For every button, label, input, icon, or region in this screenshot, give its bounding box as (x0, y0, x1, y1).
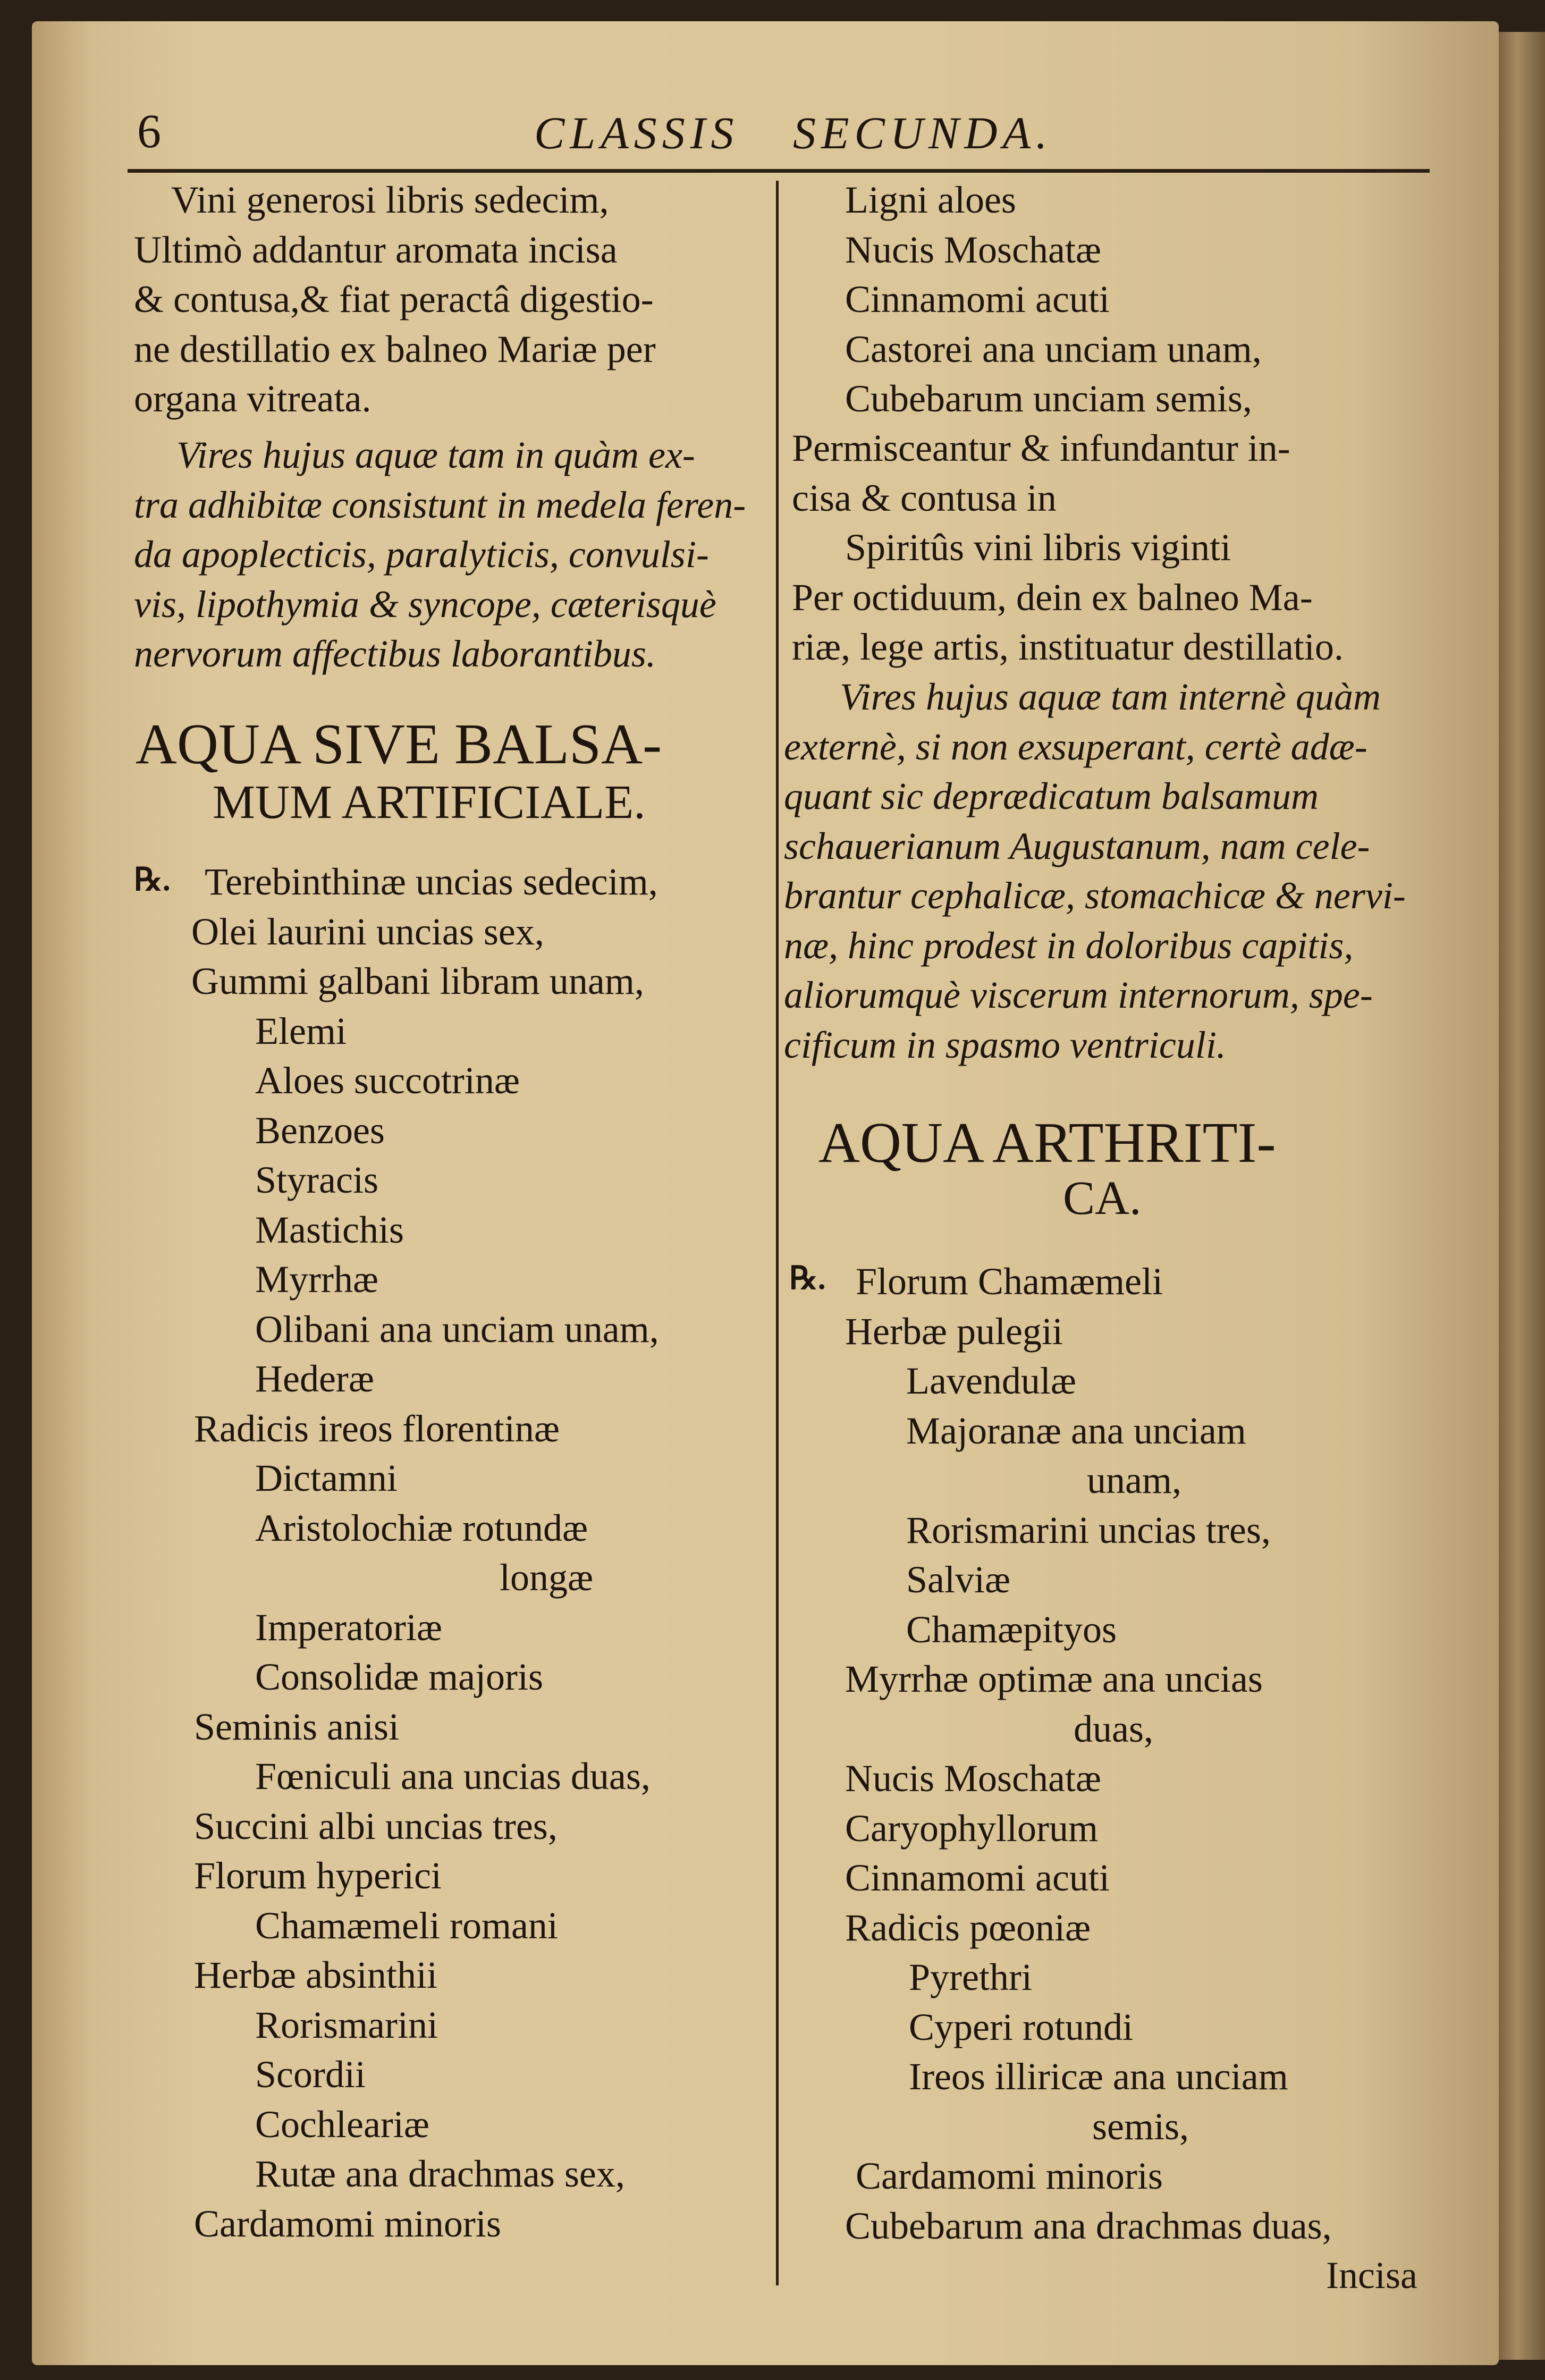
text-line: Spiritûs vini libris viginti (845, 526, 1231, 569)
page-number: 6 (137, 105, 161, 158)
ingredient-line: unam, (1087, 1459, 1181, 1501)
ingredient-line: Rorismarini uncias tres, (906, 1508, 1271, 1551)
text-line: Vires hujus aquæ tam in quàm ex- (176, 434, 695, 476)
ingredient-line: Radicis ireos florentinæ (194, 1407, 560, 1450)
ingredient-line: Nucis Moschatæ (845, 228, 1101, 271)
recipe-symbol: ℞. (134, 862, 171, 897)
ingredient-line: Cubebarum unciam semis, (845, 377, 1252, 420)
header-rule (128, 169, 1430, 173)
catchword: Incisa (1326, 2254, 1417, 2297)
text-line: organa vitreata. (134, 377, 372, 420)
text-line: vis, lipothymia & syncope, cæterisquè (134, 583, 716, 626)
text-line: brantur cephalicæ, stomachicæ & nervi- (784, 874, 1406, 917)
ingredient-line: Cardamomi minoris (194, 2202, 501, 2245)
text-line: Vires hujus aquæ tam internè quàm (840, 676, 1381, 718)
right-vires (784, 672, 1406, 1070)
ingredient-line: Cochleariæ (255, 2103, 429, 2146)
text-line: ne destillatio ex balneo Mariæ per (134, 327, 656, 370)
heading-line: AQUA SIVE BALSA- (136, 713, 662, 776)
ingredient-line: Scordii (255, 2053, 366, 2096)
text-line: Vini generosi libris sedecim, (171, 179, 609, 221)
text-line: quant sic deprædicatum balsamum (784, 775, 1319, 817)
ingredient-line: Radicis pœoniæ (845, 1906, 1091, 1949)
left-vires (134, 431, 746, 679)
heading-artificiale (213, 778, 646, 828)
left-recipe (175, 857, 659, 2249)
ingredient-line: Cinnamomi acuti (845, 1856, 1110, 1899)
ingredient-line: Mastichis (255, 1208, 404, 1251)
text-line: Per octiduum, dein ex balneo Ma- (792, 576, 1313, 619)
ingredient-line: Styracis (255, 1159, 378, 1201)
text-line: næ, hinc prodest in doloribus capitis, (784, 924, 1354, 967)
text-line: externè, si non exsuperant, certè adæ- (784, 725, 1367, 768)
right-method (792, 424, 1344, 672)
ingredient-line: Salviæ (906, 1558, 1011, 1601)
ingredient-line: Aloes succotrinæ (255, 1059, 520, 1102)
ingredient-line: Dictamni (255, 1457, 398, 1499)
ingredient-line: Gummi galbani libram unam, (191, 960, 644, 1002)
column-divider (776, 181, 779, 2285)
text-line: & contusa,& fiat peractâ digestio- (134, 278, 654, 320)
ingredient-line: Ligni aloes (845, 179, 1016, 221)
ingredient-line: Benzoes (255, 1109, 385, 1152)
ingredient-line: Majoranæ ana unciam (906, 1409, 1246, 1452)
ingredient-line: longæ (500, 1556, 594, 1599)
text-line: cisa & contusa in (792, 476, 1057, 519)
text-line: schauerianum Augustanum, nam cele- (784, 824, 1370, 867)
heading-line: CA. (1063, 1172, 1142, 1225)
ingredient-line: Rorismarini (255, 2003, 438, 2046)
right-recipe (797, 1257, 1417, 2301)
ingredient-line: Olibani ana unciam unam, (255, 1307, 659, 1351)
ingredient-line: Cardamomi minoris (856, 2155, 1163, 2197)
ingredient-line: semis, (1092, 2105, 1189, 2148)
ingredient-line: Cubebarum ana drachmas duas, (845, 2204, 1332, 2247)
ingredient-line: Nucis Moschatæ (845, 1757, 1101, 1800)
ingredient-line: Succini albi uncias tres, (194, 1804, 558, 1847)
ingredient-line: Caryophyllorum (845, 1807, 1098, 1850)
text-line: tra adhibitæ consistunt in medela feren- (134, 483, 746, 526)
ingredient-line: Florum hyperici (194, 1854, 442, 1897)
ingredient-line: duas, (1074, 1707, 1153, 1750)
right-ingredients-top (792, 175, 1262, 424)
running-title-classis: CLASSIS (534, 107, 739, 158)
ingredient-line: Seminis anisi (194, 1705, 400, 1748)
ingredient-line: Cinnamomi acuti (845, 278, 1110, 320)
left-intro (134, 175, 656, 424)
ingredient-line: Chamæpityos (906, 1608, 1117, 1651)
heading-aqua-balsamum (136, 715, 662, 774)
ingredient-line: Florum Chamæmeli (856, 1260, 1163, 1303)
recipe-symbol: ℞. (789, 1261, 826, 1296)
text-line: Permisceantur & infundantur in- (792, 427, 1290, 469)
text-line: nervorum affectibus laborantibus. (134, 632, 656, 675)
ingredient-line: Lavendulæ (906, 1360, 1076, 1402)
ingredient-line: Terebinthinæ uncias sedecim, (205, 860, 658, 903)
ingredient-line: Elemi (255, 1009, 347, 1052)
ingredient-line: Aristolochiæ rotundæ (255, 1506, 588, 1549)
ingredient-line: Rutæ ana drachmas sex, (255, 2153, 625, 2195)
ingredient-line: Hederæ (255, 1357, 374, 1400)
running-title-secunda: SECUNDA. (793, 107, 1053, 158)
text-line: cificum in spasmo ventriculi. (784, 1023, 1226, 1066)
ingredient-line: Consolidæ majoris (255, 1656, 544, 1698)
ingredient-line: Myrrhæ optimæ ana uncias (845, 1658, 1263, 1700)
heading-aqua-arthritica (818, 1113, 1276, 1173)
text-line: Ultimò addantur aromata incisa (134, 228, 618, 271)
ingredient-line: Myrrhæ (255, 1258, 378, 1301)
ingredient-line: Castorei ana unciam unam, (845, 327, 1262, 370)
ingredient-line: Imperatoriæ (255, 1606, 442, 1649)
next-page-edge (1499, 32, 1545, 2360)
text-line: aliorumquè viscerum internorum, spe- (784, 974, 1373, 1016)
ingredient-line: Chamæmeli romani (255, 1904, 558, 1947)
ingredient-line: Pyrethri (909, 1956, 1032, 1998)
text-line: da apoplecticis, paralyticis, convulsi- (134, 533, 709, 576)
text-line: riæ, lege artis, instituatur destillatio. (792, 626, 1344, 668)
ingredient-line: Olei laurini uncias sex, (191, 910, 544, 953)
ingredient-line: Herbæ absinthii (194, 1954, 437, 1996)
ingredient-line: Fœniculi ana uncias duas, (255, 1755, 651, 1797)
heading-ca (1063, 1174, 1142, 1223)
ingredient-line: Ireos illiricæ ana unciam (909, 2055, 1288, 2098)
ingredient-line: Cyperi rotundi (909, 2005, 1133, 2048)
ingredient-line: Herbæ pulegii (845, 1310, 1063, 1353)
heading-line: AQUA ARTHRITI- (818, 1111, 1276, 1175)
heading-line: MUM ARTIFICIALE. (213, 776, 646, 829)
